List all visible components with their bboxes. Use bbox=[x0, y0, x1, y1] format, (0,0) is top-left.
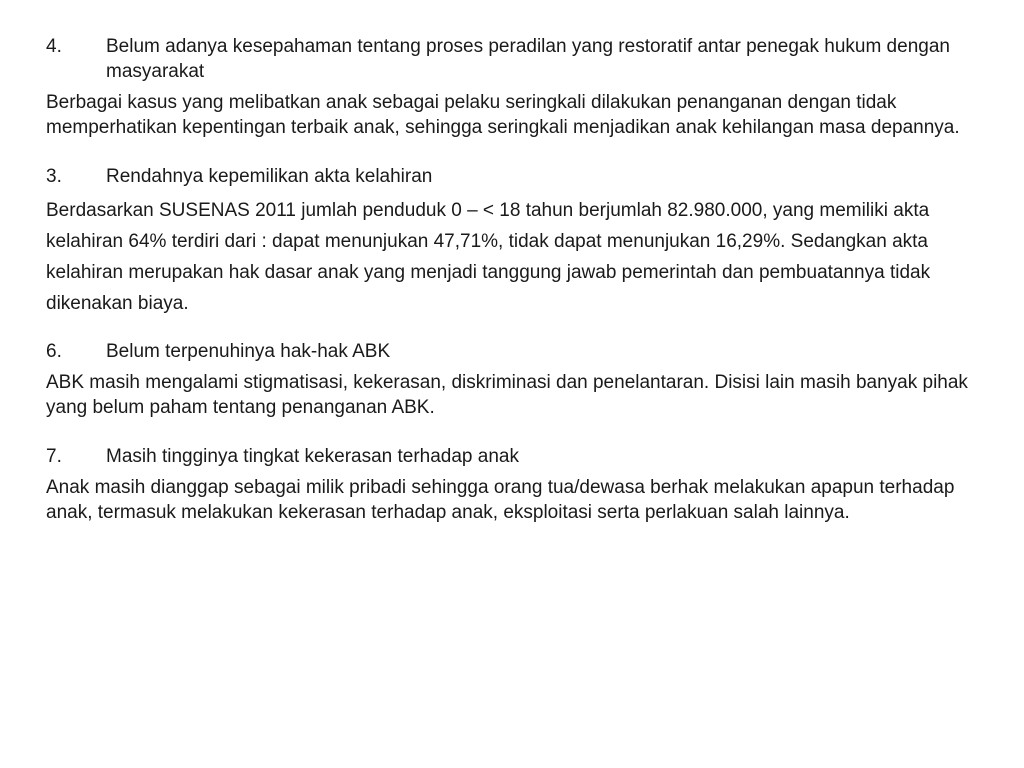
item-number: 3. bbox=[46, 166, 62, 187]
item-number: 6. bbox=[46, 341, 62, 362]
item-body: Anak masih dianggap sebagai milik pribadi sehingga orang tua/dewasa berhak melakukan apapun terhadap anak, termasuk melakukan kekerasan terhadap anak, eksploitasi serta perlakuan salah lainnya. bbox=[46, 477, 955, 523]
item-heading: Masih tingginya tingkat kekerasan terhadap anak bbox=[106, 446, 519, 467]
list-item-heading bbox=[46, 34, 986, 84]
item-number: 7. bbox=[46, 446, 62, 467]
list-item-heading bbox=[46, 444, 986, 469]
item-heading: Belum terpenuhinya hak-hak ABK bbox=[106, 341, 391, 362]
item-number: 4. bbox=[46, 36, 62, 57]
list-item-heading bbox=[46, 164, 986, 189]
item-body: Berdasarkan SUSENAS 2011 jumlah penduduk 0 – < 18 tahun berjumlah 82.980.000, yang memiliki akta kelahiran 64% terdiri dari : dapat menunjukan 47,71%, tidak dapat menunjukan 16,29%. Sedangkan akta kelahiran merupakan hak dasar anak yang menjadi tanggung jawab pemerintah dan pembuatannya tidak dikenakan biaya. bbox=[46, 200, 931, 314]
list-item-heading bbox=[46, 339, 986, 364]
item-body: Berbagai kasus yang melibatkan anak sebagai pelaku seringkali dilakukan penanganan dengan tidak memperhatikan kepentingan terbaik anak, sehingga seringkali menjadikan anak kehilangan masa depannya. bbox=[46, 92, 960, 138]
item-heading: Rendahnya kepemilikan akta kelahiran bbox=[106, 166, 433, 187]
item-heading: Belum adanya kesepahaman tentang proses peradilan yang restoratif antar penegak hukum dengan masyarakat bbox=[106, 36, 950, 82]
item-body: ABK masih mengalami stigmatisasi, kekerasan, diskriminasi dan penelantaran. Disisi lain masih banyak pihak yang belum paham tentang penanganan ABK. bbox=[46, 372, 968, 418]
slide-content bbox=[46, 34, 986, 525]
